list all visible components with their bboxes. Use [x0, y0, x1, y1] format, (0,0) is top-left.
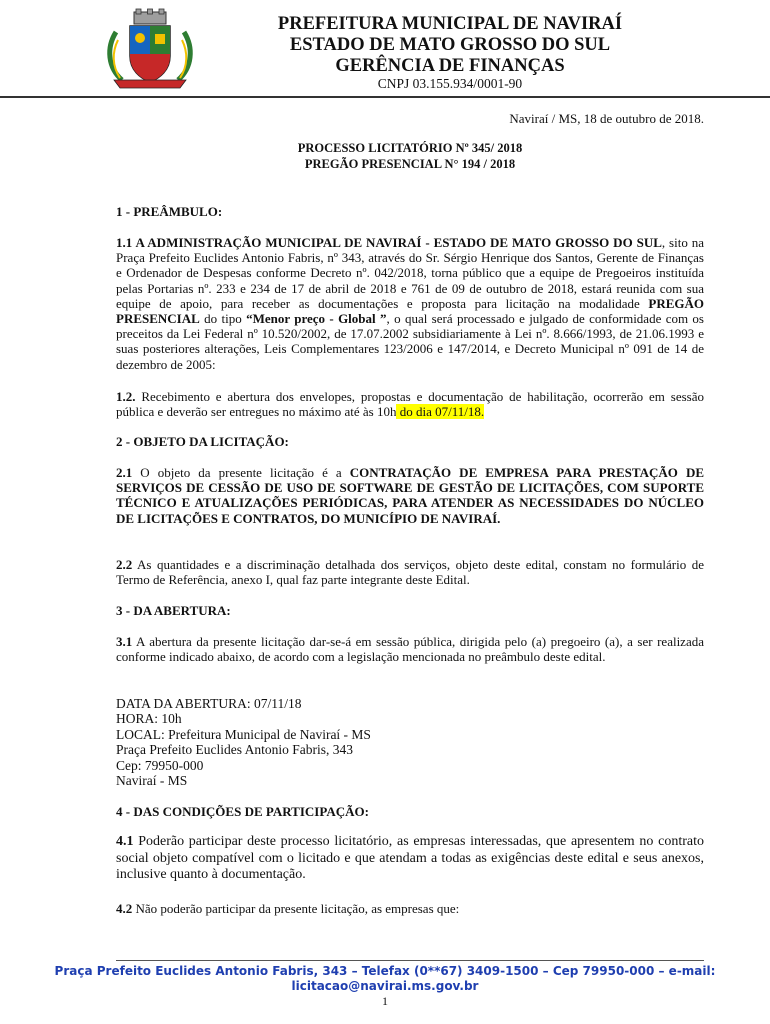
paragraph-1-2 — [116, 389, 704, 419]
paragraph-4-1-number: 4.1 — [116, 834, 134, 849]
footer-email[interactable]: licitacao@navirai.ms.gov.br — [291, 979, 479, 993]
header-cnpj: CNPJ 03.155.934/0001-90 — [377, 76, 523, 91]
municipal-crest-icon — [100, 8, 200, 92]
header-divider — [0, 96, 770, 98]
paragraph-2-2-text: As quantidades e a discriminação detalhada dos serviços, objeto deste edital, constam no formulário de Termo de Referência, anexo I, qual faz parte integrante deste Edital. — [116, 557, 704, 588]
opening-cep: Cep: 79950-000 — [116, 757, 204, 773]
paragraph-1-1-text-c: , o qual será processado e julgado de conformidade com os preceitos da Lei Federal nº 10.520/2002, de 17.07.2002 subsidiariamente à Lei nº. 8.666/1993, de 21.06.1993 e suas posteriores alterações, Leis Complementares 123/2006 e 147/2014, e Decreto Municipal nº 091 de 14 de dezembro de 2005: — [116, 311, 704, 372]
paragraph-2-1 — [116, 465, 704, 526]
process-number: PROCESSO LICITATÓRIO Nº 345/ 2018 — [297, 141, 523, 155]
paragraph-4-2 — [116, 901, 704, 916]
pregao-number: PREGÃO PRESENCIAL N° 194 / 2018 — [304, 157, 516, 171]
highlighted-deadline: do dia 07/11/18. — [396, 404, 485, 420]
header-line-3: GERÊNCIA DE FINANÇAS — [335, 56, 565, 76]
paragraph-1-1-text-b: do tipo — [199, 311, 247, 327]
paragraph-4-2-number: 4.2 — [116, 901, 133, 916]
opening-time: HORA: 10h — [116, 711, 182, 727]
section-4-title: 4 - DAS CONDIÇÕES DE PARTICIPAÇÃO: — [116, 804, 369, 819]
paragraph-4-1 — [116, 834, 704, 884]
paragraph-4-2-text: Não poderão participar da presente licitação, as empresas que: — [132, 901, 460, 916]
paragraph-1-1 — [116, 235, 704, 372]
paragraph-2-1-text: O objeto da presente licitação é a — [132, 465, 350, 480]
date-line: Naviraí / MS, 18 de outubro de 2018. — [509, 111, 704, 126]
paragraph-3-1-text: A abertura da presente licitação dar-se-á em sessão pública, dirigida pelo (a) pregoeiro (a), a ser realizada conforme indicado abaixo, de acordo com a legislação mencionada no preâmbulo deste edital. — [116, 634, 704, 665]
paragraph-2-2-number: 2.2 — [116, 557, 133, 572]
paragraph-3-1 — [116, 634, 704, 664]
section-3-title: 3 - DA ABERTURA: — [116, 603, 231, 618]
opening-date: DATA DA ABERTURA: 07/11/18 — [116, 696, 302, 711]
paragraph-1-2-text: Recebimento e abertura dos envelopes, propostas e documentação de habilitação, ocorrerão em sessão pública e deverão ser entregues no máximo até às 10h — [116, 389, 704, 420]
paragraph-2-1-object: CONTRATAÇÃO DE EMPRESA PARA PRESTAÇÃO DE SERVIÇOS DE CESSÃO DE USO DE SOFTWARE DE GESTÃO DE LICITAÇÕES, COM SUPORTE TÉCNICO E ATUALIZAÇÕES PERIÓDICAS, PARA ATENDER AS NECESSIDADES DO NÚCLEO DE LICITAÇÕES E CONTRATOS, DO MUNICÍPIO DE NAVIRAÍ. — [116, 465, 705, 526]
opening-location: LOCAL: Prefeitura Municipal de Naviraí - MS — [116, 726, 371, 742]
paragraph-1-1-text-a: , sito na Praça Prefeito Euclides Antonio Fabris, nº 343, através do Sr. Sérgio Henrique dos Santos, Gerente de Finanças e Ordenador de Despesas conforme Decreto nº. 042/2018, torna público que a equipe de Pregoeiros instituída pelas Portarias nº. 233 e 234 de 17 de abril de 2018 e 761 de 09 de outubro de 2018, estará reunida com sua equipe de apoio, para receber as documentações e proposta para licitação na modalidade — [116, 235, 705, 311]
paragraph-1-1-lead: 1.1 A ADMINISTRAÇÃO MUNICIPAL DE NAVIRAÍ - ESTADO DE MATO GROSSO DO SUL — [116, 235, 662, 250]
footer-divider — [116, 960, 704, 961]
paragraph-1-1-type: “Menor preço - Global ” — [246, 311, 387, 327]
paragraph-1-1-modality: PREGÃO PRESENCIAL — [116, 295, 704, 327]
paragraph-2-1-number: 2.1 — [116, 465, 133, 480]
paragraph-3-1-number: 3.1 — [116, 634, 133, 649]
paragraph-4-1-text: Poderão participar deste processo licitatório, as empresas interessadas, que apresentem no contrato social objeto compatível com o licitado e que atendam a todas as exigências deste edital e seus anexos, inclusive quanto à documentação. — [116, 834, 704, 882]
paragraph-1-2-number: 1.2. — [116, 389, 136, 404]
paragraph-2-2 — [116, 557, 704, 587]
header-line-2: ESTADO DE MATO GROSSO DO SUL — [289, 35, 611, 55]
page-number: 1 — [382, 994, 388, 1008]
opening-info — [116, 696, 704, 788]
section-1-title: 1 - PREÂMBULO: — [116, 204, 223, 219]
opening-city: Naviraí - MS — [116, 773, 188, 789]
header-line-1: PREFEITURA MUNICIPAL DE NAVIRAÍ — [277, 14, 623, 34]
footer-address: Praça Prefeito Euclides Antonio Fabris, 343 – Telefax (0**67) 3409-1500 – Cep 79950-000 – e-mail: — [54, 964, 716, 978]
opening-address: Praça Prefeito Euclides Antonio Fabris, 343 — [116, 742, 353, 758]
section-2-title: 2 - OBJETO DA LICITAÇÃO: — [116, 434, 289, 449]
